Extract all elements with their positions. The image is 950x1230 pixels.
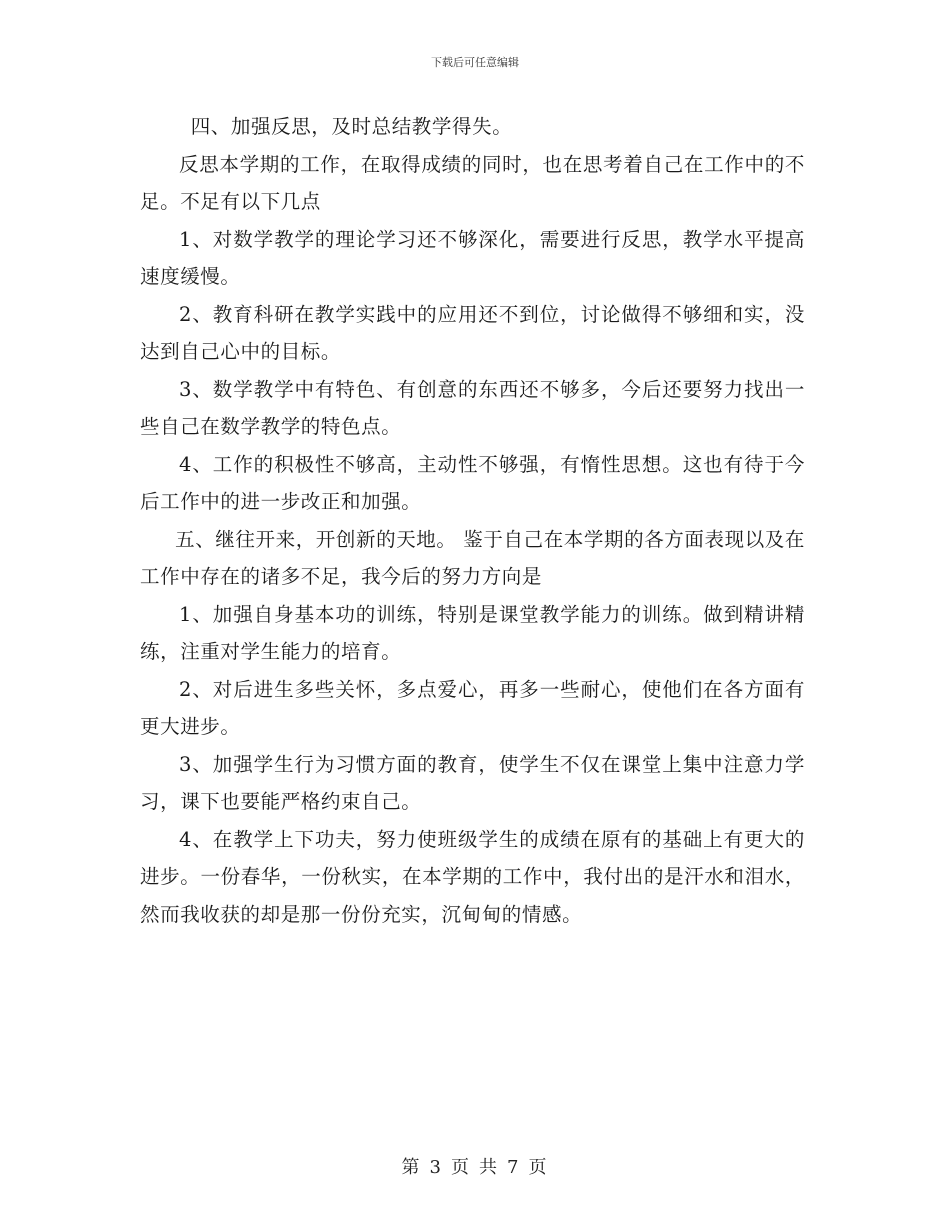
paragraph-shortcoming-1: 1、对数学教学的理论学习还不够深化，需要进行反思，教学水平提高速度缓慢。 [140, 227, 805, 288]
page-footer [0, 1153, 950, 1179]
paragraph-reflection-intro: 反思本学期的工作，在取得成绩的同时，也在思考着自己在工作中的不足。不足有以下几点 [140, 152, 805, 213]
paragraph-direction-1: 1、加强自身基本功的训练，特别是课堂教学能力的训练。做到精讲精练，注重对学生能力的培育。 [140, 602, 805, 663]
paragraph-direction-2: 2、对后进生多些关怀，多点爱心，再多一些耐心，使他们在各方面有更大进步。 [140, 677, 805, 738]
document-body [140, 108, 805, 933]
paragraph-shortcoming-2: 2、教育科研在教学实践中的应用还不到位，讨论做得不够细和实，没达到自己心中的目标。 [140, 302, 805, 363]
paragraph-direction-4: 4、在教学上下功夫，努力使班级学生的成绩在原有的基础上有更大的进步。一份春华，一份秋实，在本学期的工作中，我付出的是汗水和泪水，然而我收获的却是那一份份充实，沉甸甸的情感。 [140, 827, 805, 926]
footer-label-total: 共 [479, 1157, 499, 1178]
section-heading-reflection: 四、加强反思，及时总结教学得失。 [190, 115, 513, 138]
section-heading-future: 五、继往开来，开创新的天地。 鉴于自己在本学期的各方面表现以及在工作中存在的诸多不足，我今后的努力方向是 [140, 527, 805, 588]
paragraph-direction-3: 3、加强学生行为习惯方面的教育，使学生不仅在课堂上集中注意力学习，课下也要能严格约束自己。 [140, 752, 805, 813]
footer-label-page-unit: 页 [451, 1157, 471, 1178]
footer-label-total-unit: 页 [528, 1157, 549, 1178]
paragraph-shortcoming-3: 3、数学教学中有特色、有创意的东西还不够多，今后还要努力找出一些自己在数学教学的特色点。 [140, 377, 805, 438]
page-header: 下载后可任意编辑 [431, 56, 519, 69]
paragraph-shortcoming-4: 4、工作的积极性不够高，主动性不够强，有惰性思想。这也有待于今后工作中的进一步改正和加强。 [140, 452, 805, 513]
footer-label-page: 第 [401, 1157, 422, 1178]
footer-total-pages: 7 [507, 1157, 521, 1178]
footer-current-page: 3 [429, 1157, 443, 1178]
